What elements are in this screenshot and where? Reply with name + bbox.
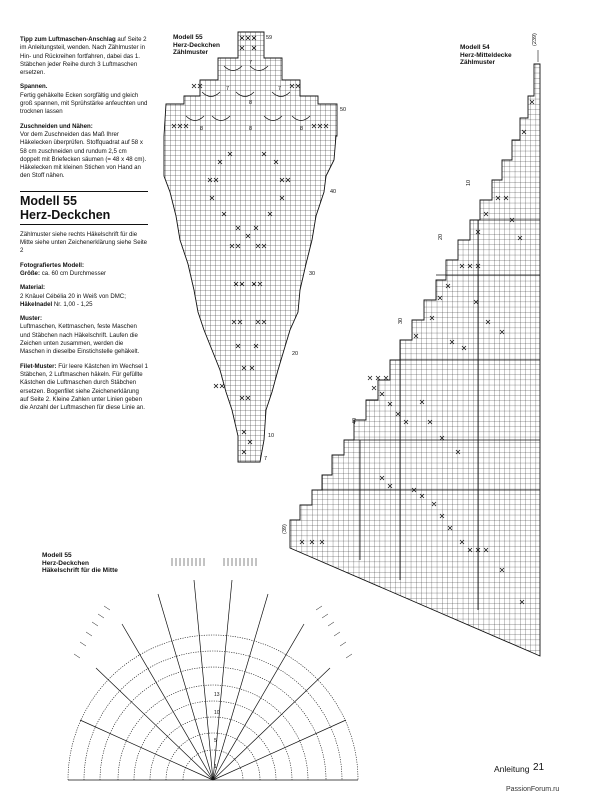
crochet-chart xyxy=(68,558,358,780)
chart55-row-number: 7 xyxy=(264,456,268,462)
filet-text: Für leere Kästchen im Wechsel 1 Stäbchen, 2 Luftmaschen häkeln. Für gefüllte Kästchen die Luftmaschen durch Stäbchen ersetzen. Bogenfilet siehe Zeichenerklärung auf Seite 2. Kleine Zahlen unter Linien geben die Anzahl der Luftmaschen für diese Linie an. xyxy=(20,362,148,412)
chart54-left-label: (39) xyxy=(282,524,288,534)
chart54-row-number: 30 xyxy=(398,317,404,324)
chart54-row-number: 20 xyxy=(438,233,444,240)
chart55-caption-line: Zählmuster xyxy=(173,49,209,57)
model-heading-line1: Modell 55 xyxy=(20,193,77,208)
zuschneiden-text: Vor dem Zuschneiden das Maß Ihrer Häkelecken überprüfen. Stoffquadrat auf 58 x 58 cm zuschneiden und rundum 2,5 cm doppelt mit Briefecken säumen (= 48 x 48 cm). Häkelecken mit kleinen Stichen von Hand an den Stoff nähen. xyxy=(20,130,147,180)
chart55-caption-line: Herz-Deckchen xyxy=(173,41,220,49)
material-title: Material: xyxy=(20,284,46,292)
chart55-row-number: 50 xyxy=(340,107,347,113)
tip-text: auf Seite 2 im Anleitungsteil, wenden. Nach Zählmuster in Hin- und Rückreihen fortfahren, dabei das 1. Stäbchen jeder Reihe durch 3 Luftmaschen ersetzen. xyxy=(20,36,147,77)
chart55-row-number: 40 xyxy=(330,189,337,195)
crochet-spokes xyxy=(68,580,358,780)
chart54-row-number: 10 xyxy=(466,179,472,186)
tip-title: Tipp zum Luftmaschen-Anschlag xyxy=(20,36,116,43)
chart54-top-label: (239) xyxy=(532,33,538,46)
chart55-arc-number: 8 xyxy=(249,100,253,106)
crochet-round-number: 5 xyxy=(214,738,217,744)
chart55-grid xyxy=(164,32,337,462)
muster-title: Muster: xyxy=(20,315,43,323)
chart55-row-number: 10 xyxy=(268,433,275,439)
crochet-round-number: 1 xyxy=(214,764,217,770)
page-number: 21 xyxy=(533,762,545,773)
crochet-caption-line: Modell 55 xyxy=(42,552,72,559)
crochet-rings xyxy=(68,635,358,780)
chart55-arc-number: 7 xyxy=(278,86,282,92)
filet-title: Filet-Muster: xyxy=(20,362,57,370)
crochet-stitch-ticks xyxy=(74,558,352,658)
spannen-title: Spannen. xyxy=(20,83,48,91)
material-text: 2 Knäuel Cébélia 20 in Weiß von DMC; xyxy=(20,292,126,300)
chart54-caption-line: Modell 54 xyxy=(460,44,490,51)
footer-section-label: Anleitung xyxy=(494,764,530,774)
haekelnadel-label: Häkelnadel xyxy=(20,300,53,308)
crochet-caption-line: Herz-Deckchen xyxy=(42,559,89,567)
zuschneiden-title: Zuschneiden und Nähen: xyxy=(20,122,93,130)
groesse-value: ca. 60 cm Durchmesser xyxy=(41,269,107,277)
chart55-arc-number: 7 xyxy=(226,86,230,92)
chart55-row-number: 59 xyxy=(266,35,273,41)
chart55-arc-number: 7 xyxy=(249,60,253,66)
watermark: PassionForum.ru xyxy=(506,786,560,793)
chart55-arc-number: 8 xyxy=(300,126,304,132)
chart55-row-number: 30 xyxy=(309,271,316,277)
foto-title: Fotografiertes Modell: xyxy=(20,261,84,269)
chart55-arc-number: 8 xyxy=(200,126,204,132)
chart54-row-number: 40 xyxy=(352,417,358,424)
crochet-caption-line: Häkelschrift für die Mitte xyxy=(42,567,118,575)
chart54-caption-line: Zählmuster xyxy=(460,59,496,67)
spannen-text: Fertig gehäkelte Ecken sorgfältig und gleich groß spannen, mit Sprühstärke anfeuchten und trocknen lassen xyxy=(20,91,148,116)
chart55-row-number: 20 xyxy=(292,351,299,357)
chart55-arc-number: 8 xyxy=(249,126,253,132)
groesse-label: Größe: xyxy=(20,269,40,277)
chart55-caption-line: Modell 55 xyxy=(173,34,203,41)
crochet-round-number: 10 xyxy=(214,710,220,716)
model-heading-line2: Herz-Deckchen xyxy=(20,207,111,222)
intro-text: Zählmuster siehe rechts Häkelschrift für die Mitte siehe unten Zeichenerklärung siehe Seite 2 xyxy=(20,230,148,255)
muster-text: Luftmaschen, Kettmaschen, feste Maschen und Stäbchen nach Häkelschrift. Laufen die Zeichen unten zusammen, werden die Maschen in dieselbe Einstichstelle gehäkelt. xyxy=(20,323,140,356)
chart54-caption-line: Herz-Mitteldecke xyxy=(460,51,512,59)
crochet-round-number: 13 xyxy=(214,692,220,698)
haekelnadel-value: Nr. 1,00 - 1,25 xyxy=(53,300,93,308)
